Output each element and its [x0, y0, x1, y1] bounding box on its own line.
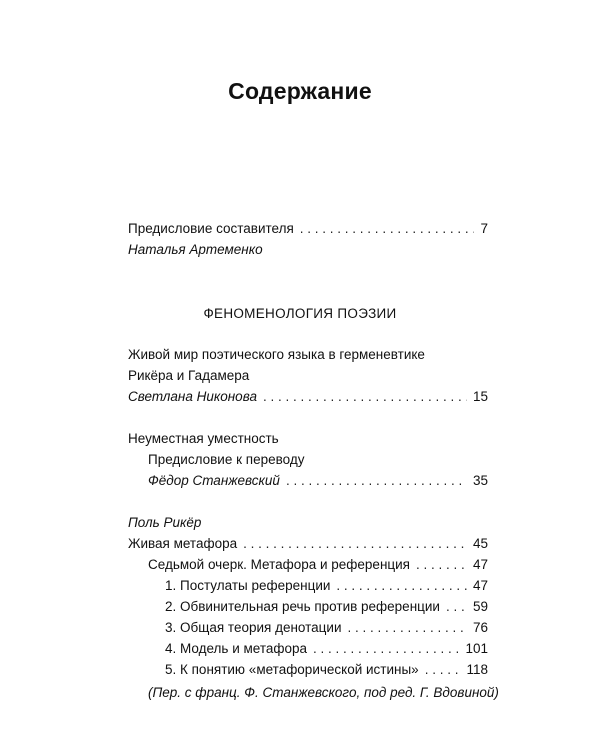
- toc-label: Седьмой очерк. Метафора и референция: [148, 557, 410, 572]
- dot-leader: [243, 535, 467, 553]
- dot-leader: [263, 388, 467, 406]
- toc-label: Живая метафора: [128, 536, 238, 551]
- dot-leader: [286, 472, 467, 490]
- page-number: 47: [472, 557, 488, 572]
- toc-label: 4. Модель и метафора: [165, 641, 308, 656]
- page-number: 7: [480, 221, 488, 236]
- toc-author: Поль Рикёр: [128, 515, 202, 530]
- dot-leader: [313, 640, 459, 658]
- toc-author: Наталья Артеменко: [128, 242, 263, 257]
- dot-leader: [347, 619, 466, 637]
- toc-entry-item[interactable]: [165, 619, 488, 637]
- section-heading: ФЕНОМЕНОЛОГИЯ ПОЭЗИИ: [203, 306, 397, 321]
- dot-leader: [416, 556, 467, 574]
- translation-note: (Пер. с франц. Ф. Станжевского, под ред. Г. Вдовиной): [148, 685, 499, 700]
- toc-label: 2. Обвинительная речь против референции: [165, 599, 440, 614]
- toc-author: Светлана Никонова: [128, 389, 257, 404]
- toc-entry-item[interactable]: [165, 598, 488, 616]
- toc-label: Предисловие составителя: [128, 221, 294, 236]
- page-number: 47: [472, 578, 488, 593]
- page-number: 101: [465, 641, 488, 656]
- toc-title-line: Рикёра и Гадамера: [128, 368, 250, 383]
- toc-entry-inappropriate[interactable]: [148, 472, 488, 490]
- page-number: 15: [472, 389, 488, 404]
- toc-entry-living-world[interactable]: [128, 388, 488, 406]
- toc-label: 1. Постулаты референции: [165, 578, 331, 593]
- toc-entry-item[interactable]: [165, 661, 488, 679]
- toc-author: Фёдор Станжевский: [148, 473, 280, 488]
- toc-entry-item[interactable]: [165, 577, 488, 595]
- page-title: Содержание: [228, 78, 372, 104]
- toc-entry-seventh-study[interactable]: [148, 556, 488, 574]
- toc-entry-living-metaphor[interactable]: [128, 535, 488, 553]
- toc-title-line: Живой мир поэтического языка в герменевтике: [128, 347, 425, 362]
- toc-label: 3. Общая теория денотации: [165, 620, 342, 635]
- page-number: 35: [472, 473, 488, 488]
- dot-leader: [336, 577, 467, 595]
- dot-leader: [300, 220, 475, 238]
- toc-entry-preface[interactable]: [128, 220, 488, 238]
- toc-entry-item[interactable]: [165, 640, 488, 658]
- page-number: 45: [472, 536, 488, 551]
- toc-title-line: Неуместная уместность: [128, 431, 279, 446]
- toc-subtitle-line: Предисловие к переводу: [148, 452, 305, 467]
- dot-leader: [425, 661, 461, 679]
- dot-leader: [446, 598, 467, 616]
- page-number: 118: [466, 662, 488, 677]
- toc-label: 5. К понятию «метафорической истины»: [165, 662, 419, 677]
- page-number: 59: [472, 599, 488, 614]
- page-number: 76: [472, 620, 488, 635]
